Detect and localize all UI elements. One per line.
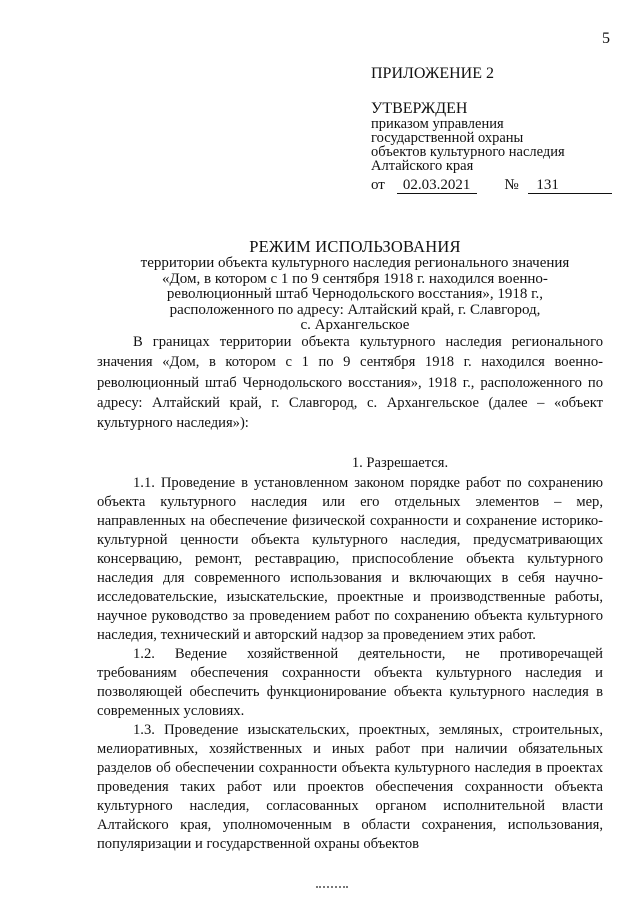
title-line: «Дом, в котором с 1 по 9 сентября 1918 г. находился военно- xyxy=(162,270,548,287)
intro-paragraph: В границах территории объекта культурного наследия регионального значения «Дом, в котором с 1 по 9 сентября 1918 г. находился военно-революционный штаб Чернодольского восстания», 1918 г., расположенного по адресу: Алтайский край, г. Славгород, с. Архангельское (далее – «объект культурного наследия»): xyxy=(97,334,603,432)
clause-1-3: 1.3. Проведение изыскательских, проектных, земляных, строительных, мелиоративных, хозяйственных и иных работ при наличии обязательных разделов об обеспечении сохранности объекта культурного наследия в проектах проведения таких работ или проектов обеспечения сохранности объекта культурного наследия, согласованных органом исполнительной власти Алтайского края, уполномоченным в области сохранения, использования, популяризации и государственной охраны объектов xyxy=(97,721,603,852)
title-line: революционный штаб Чернодольского восстания», 1918 г., xyxy=(166,286,544,302)
title-line: территории объекта культурного наследия регионального значения xyxy=(140,255,570,271)
title-line: расположенного по адресу: Алтайский край, г. Славгород, xyxy=(169,301,541,318)
section-heading: 1. Разрешается. xyxy=(351,455,449,472)
issuer-lines xyxy=(371,117,612,173)
appendix-label: ПРИЛОЖЕНИЕ 2 xyxy=(371,65,495,82)
issuer-line: объектов культурного наследия xyxy=(371,144,565,160)
document-body xyxy=(97,332,603,854)
number-sign: № xyxy=(504,177,519,193)
title-line: с. Архангельское xyxy=(300,317,410,333)
document-title xyxy=(100,238,610,334)
page-number: 5 xyxy=(602,30,610,47)
clause-1-1: 1.1. Проведение в установленном законом порядке работ по сохранению объекта культурного наследия или его отдельных элементов – мер, направленных на обеспечение физической сохранности и сохранение историко-культурной ценности объекта культурного наследия, предусматривающих консервацию, ремонт, реставрацию, приспособление объекта культурного наследия для современного использования и включающих в себя научно-исследовательские, изыскательские, проектные и производственные работы, научное руководство за проведением работ по сохранению объекта культурного наследия, технический и авторский надзор за проведением этих работ. xyxy=(97,474,603,643)
approved-label: УТВЕРЖДЕН xyxy=(371,100,468,117)
order-line xyxy=(371,177,612,194)
main-title: РЕЖИМ ИСПОЛЬЗОВАНИЯ xyxy=(249,237,461,256)
page-fold-mark xyxy=(316,886,348,888)
issuer-line: государственной охраны xyxy=(371,130,524,146)
from-label: от xyxy=(371,177,385,193)
order-number: 131 xyxy=(528,177,612,194)
approval-block xyxy=(371,66,612,194)
clause-1-2: 1.2. Ведение хозяйственной деятельности, не противоречащей требованиям обеспечения сохранности объекта культурного наследия и позволяющей обеспечить функционирование объекта культурного наследия в современных условиях. xyxy=(97,645,603,719)
issuer-line: приказом управления xyxy=(371,116,504,132)
issuer-line: Алтайского края xyxy=(371,158,474,174)
order-date: 02.03.2021 xyxy=(397,177,477,194)
